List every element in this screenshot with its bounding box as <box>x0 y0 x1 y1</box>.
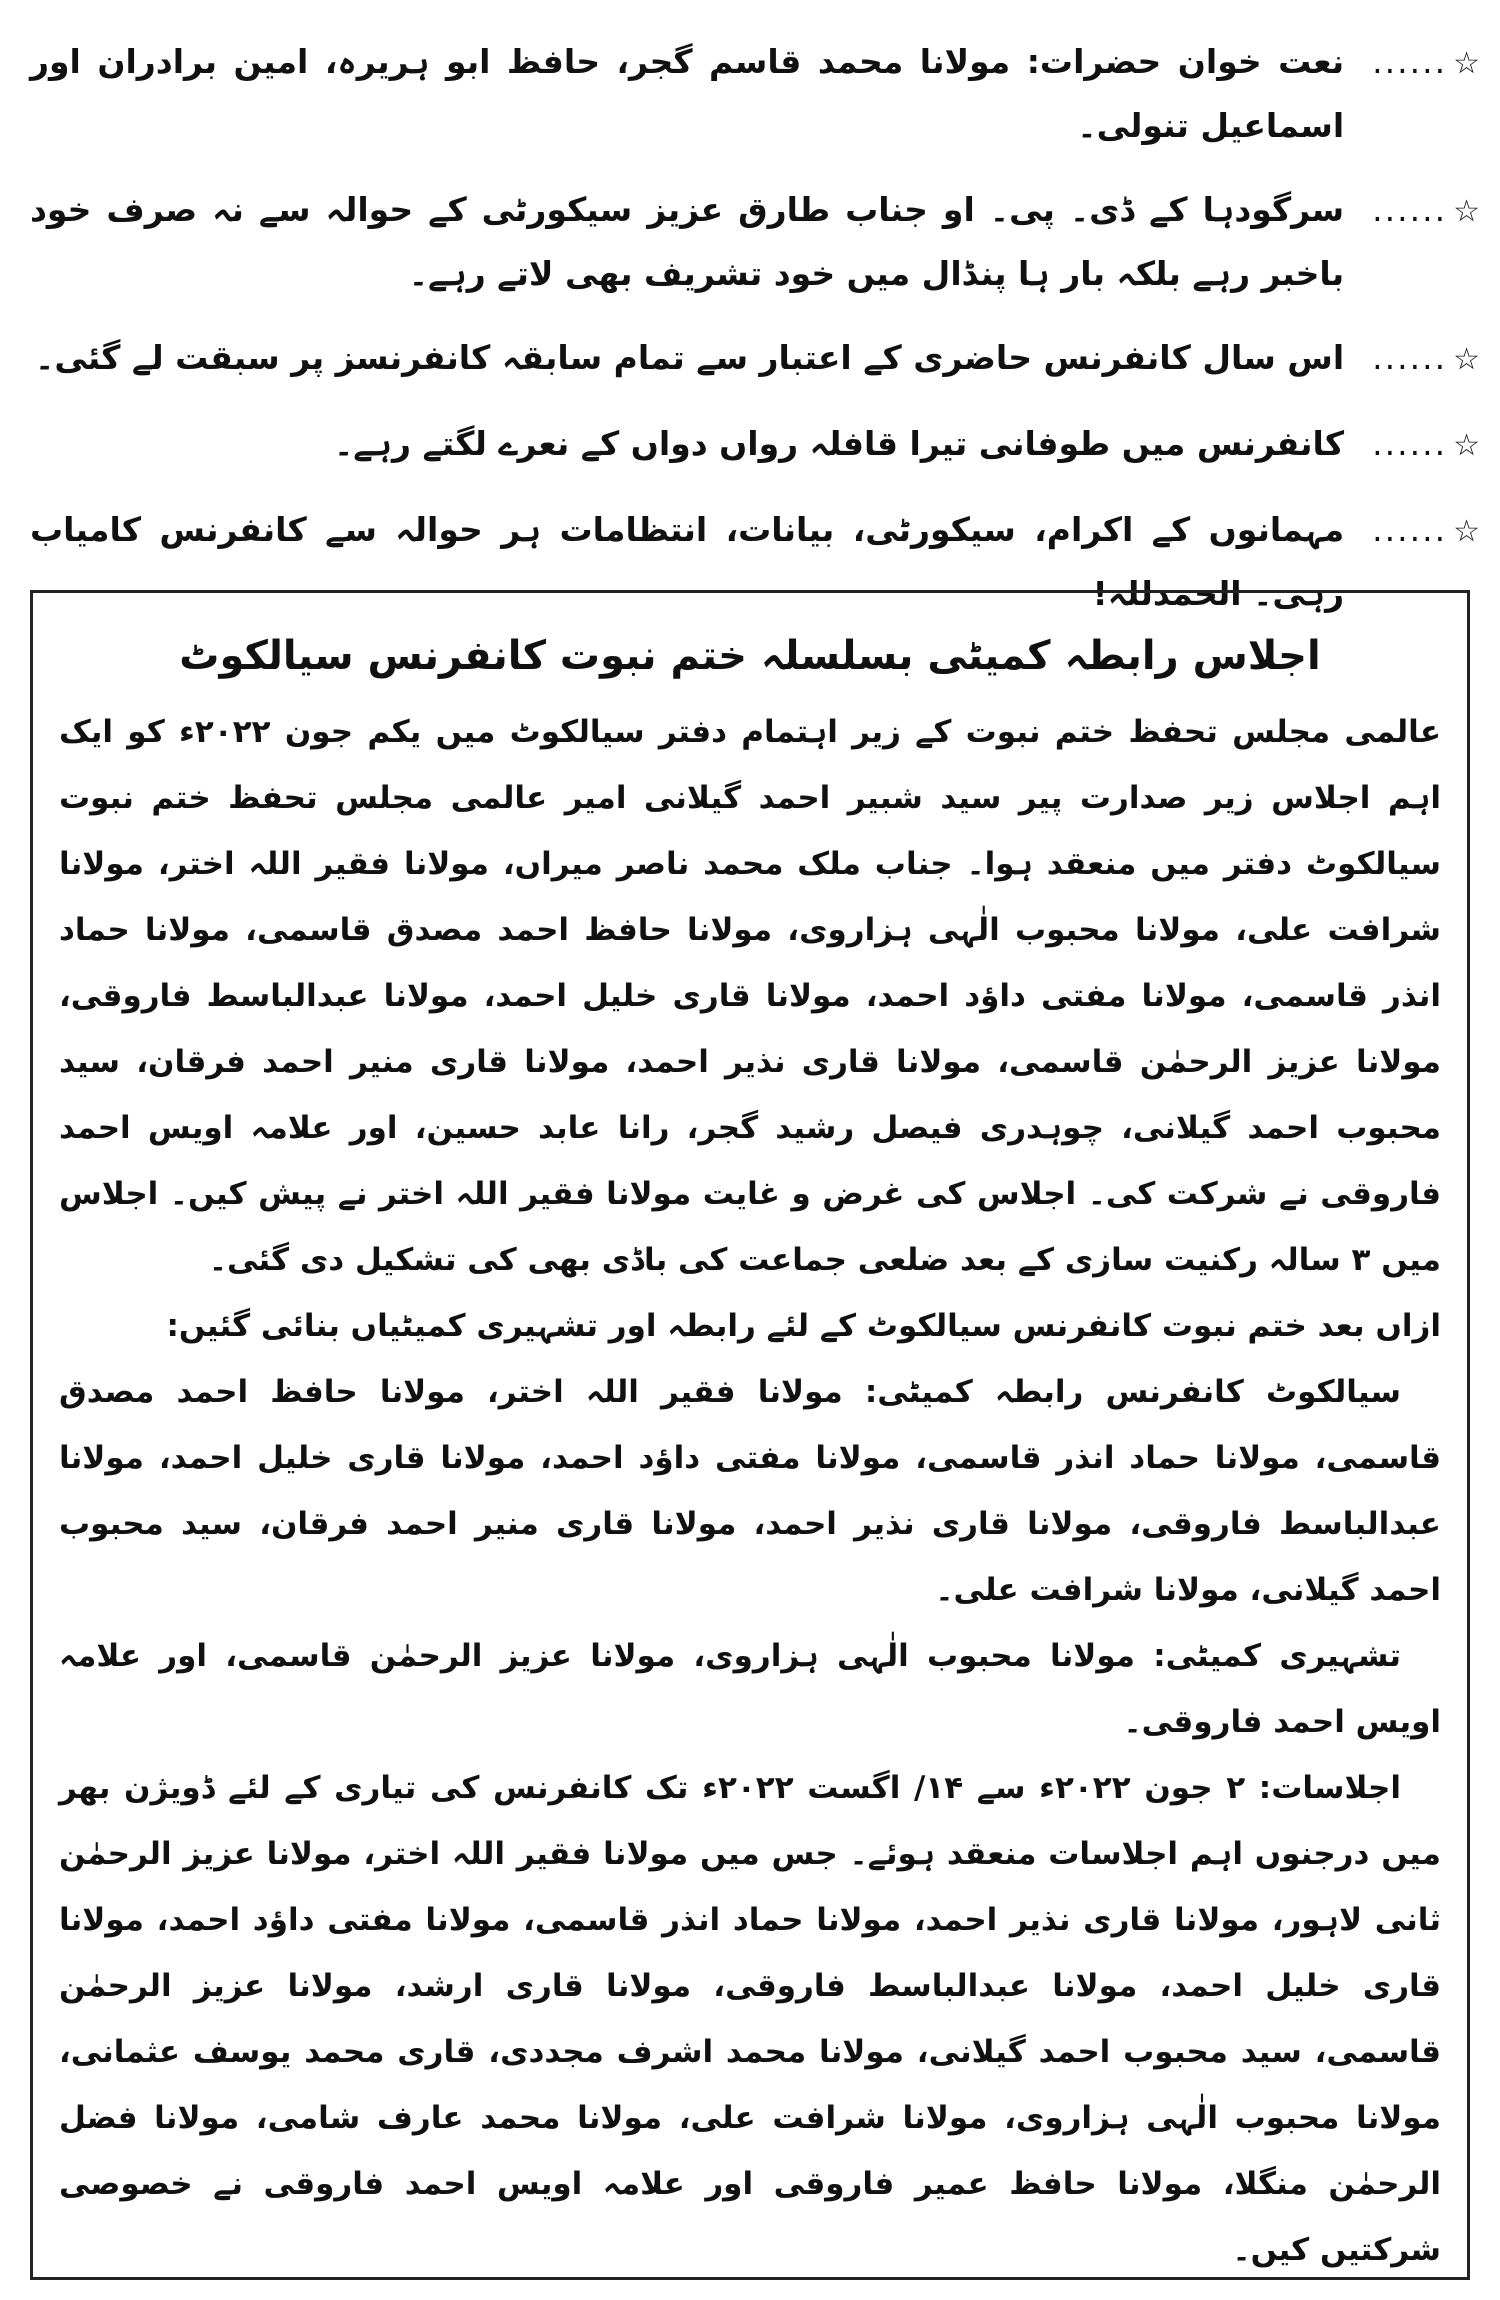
bullet-dots: ...... <box>1372 510 1448 549</box>
bullet-marker <box>1372 30 1480 96</box>
bullet-item <box>30 30 1480 158</box>
meeting-paragraph: عالمی مجلس تحفظ ختم نبوت کے زیر اہتمام دفتر سیالکوٹ میں یکم جون ۲۰۲۲ء کو ایک اہم اجلاس زیر صدارت پیر سید شبیر احمد گیلانی امیر عالمی مجلس تحفظ ختم نبوت سیالکوٹ دفتر میں منعقد ہوا۔ جناب ملک محمد ناصر میراں، مولانا فقیر اللہ اختر، مولانا شرافت علی، مولانا محبوب الٰہی ہزاروی، مولانا حافظ احمد مصدق قاسمی، مولانا حماد انذر قاسمی، مولانا مفتی داؤد احمد، مولانا قاری خلیل احمد، مولانا عبدالباسط فاروقی، مولانا عزیز الرحمٰن قاسمی، مولانا قاری نذیر احمد، مولانا قاری منیر احمد فرقان، سید محبوب احمد گیلانی، چوہدری فیصل رشید گجر، رانا عابد حسین، اور علامہ اویس احمد فاروقی نے شرکت کی۔ اجلاس کی غرض و غایت مولانا فقیر اللہ اختر نے پیش کیں۔ اجلاس میں ۳ سالہ رکنیت سازی کے بعد ضلعی جماعت کی باڈی بھی کی تشکیل دی گئی۔ <box>59 714 1442 1278</box>
meetings-paragraph: اجلاسات: ۲ جون ۲۰۲۲ء سے ۱۴/ اگست ۲۰۲۲ء تک کانفرنس کی تیاری کے لئے ڈویژن بھر میں درجنوں اہم اجلاسات منعقد ہوئے۔ جس میں مولانا فقیر اللہ اختر، مولانا عزیز الرحمٰن ثانی لاہور، مولانا قاری نذیر احمد، مولانا حماد انذر قاسمی، مولانا مفتی داؤد احمد، مولانا قاری خلیل احمد، مولانا عبدالباسط فاروقی، مولانا قاری ارشد، مولانا عزیز الرحمٰن قاسمی، سید محبوب احمد گیلانی، مولانا محمد اشرف مجددی، قاری محمد یوسف عثمانی، مولانا محبوب الٰہی ہزاروی، مولانا شرافت علی، مولانا محمد عارف شامی، مولانا فضل الرحمٰن منگلا، مولانا حافظ عمیر فاروقی اور علامہ اویس احمد فاروقی نے خصوصی شرکتیں کیں۔ <box>59 1770 1441 2268</box>
meeting-report-box <box>30 590 1470 2280</box>
bullet-dots: ...... <box>1372 338 1448 377</box>
bullet-item <box>30 178 1480 306</box>
bullet-dots: ...... <box>1372 190 1448 229</box>
bullet-marker <box>1372 178 1480 244</box>
star-icon: ☆ <box>1453 514 1480 549</box>
star-icon: ☆ <box>1453 428 1480 463</box>
publicity-committee-paragraph: تشہیری کمیٹی: مولانا محبوب الٰہی ہزاروی، مولانا عزیز الرحمٰن قاسمی، اور علامہ اویس احمد فاروقی۔ <box>59 1638 1441 1740</box>
star-icon: ☆ <box>1453 342 1480 377</box>
star-icon: ☆ <box>1453 46 1480 81</box>
bullet-marker <box>1372 412 1480 478</box>
bullet-text: مہمانوں کے اکرام، سیکورٹی، بیانات، انتظامات ہر حوالہ سے کانفرنس کامیاب رہی۔ الحمدللہ! <box>30 510 1345 613</box>
liaison-committee-paragraph: سیالکوٹ کانفرنس رابطہ کمیٹی: مولانا فقیر اللہ اختر، مولانا حافظ احمد مصدق قاسمی، مولانا حماد انذر قاسمی، مولانا مفتی داؤد احمد، مولانا قاری خلیل احمد، مولانا عبدالباسط فاروقی، مولانا قاری نذیر احمد، مولانا قاری منیر احمد فرقان، سید محبوب احمد گیلانی، مولانا شرافت علی۔ <box>59 1374 1441 1608</box>
box-title: اجلاس رابطہ کمیٹی بسلسلہ ختم نبوت کانفرنس سیالکوٹ <box>179 633 1321 679</box>
bullet-item <box>30 412 1480 478</box>
bullet-dots: ...... <box>1372 424 1448 463</box>
bullet-text: سرگودہا کے ڈی۔ پی۔ او جناب طارق عزیز سیکورٹی کے حوالہ سے نہ صرف خود باخبر رہے بلکہ بار ہا پنڈال میں خود تشریف بھی لاتے رہے۔ <box>30 190 1345 293</box>
bullet-list <box>30 30 1480 646</box>
bullet-text: نعت خوان حضرات: مولانا محمد قاسم گجر، حافظ ابو ہریرہ، امین برادران اور اسماعیل تنولی۔ <box>30 42 1345 145</box>
bullet-dots: ...... <box>1372 42 1448 81</box>
bullet-marker <box>1372 498 1480 564</box>
bullet-text: کانفرنس میں طوفانی تیرا قافلہ رواں دواں کے نعرے لگتے رہے۔ <box>333 424 1345 463</box>
bullet-item <box>30 326 1480 392</box>
committees-intro: ازاں بعد ختم نبوت کانفرنس سیالکوٹ کے لئے رابطہ اور تشہیری کمیٹیاں بنائی گئیں: <box>166 1308 1441 1344</box>
star-icon: ☆ <box>1453 194 1480 229</box>
bullet-marker <box>1372 326 1480 392</box>
bullet-text: اس سال کانفرنس حاضری کے اعتبار سے تمام سابقہ کانفرنسز پر سبقت لے گئی۔ <box>35 338 1345 377</box>
